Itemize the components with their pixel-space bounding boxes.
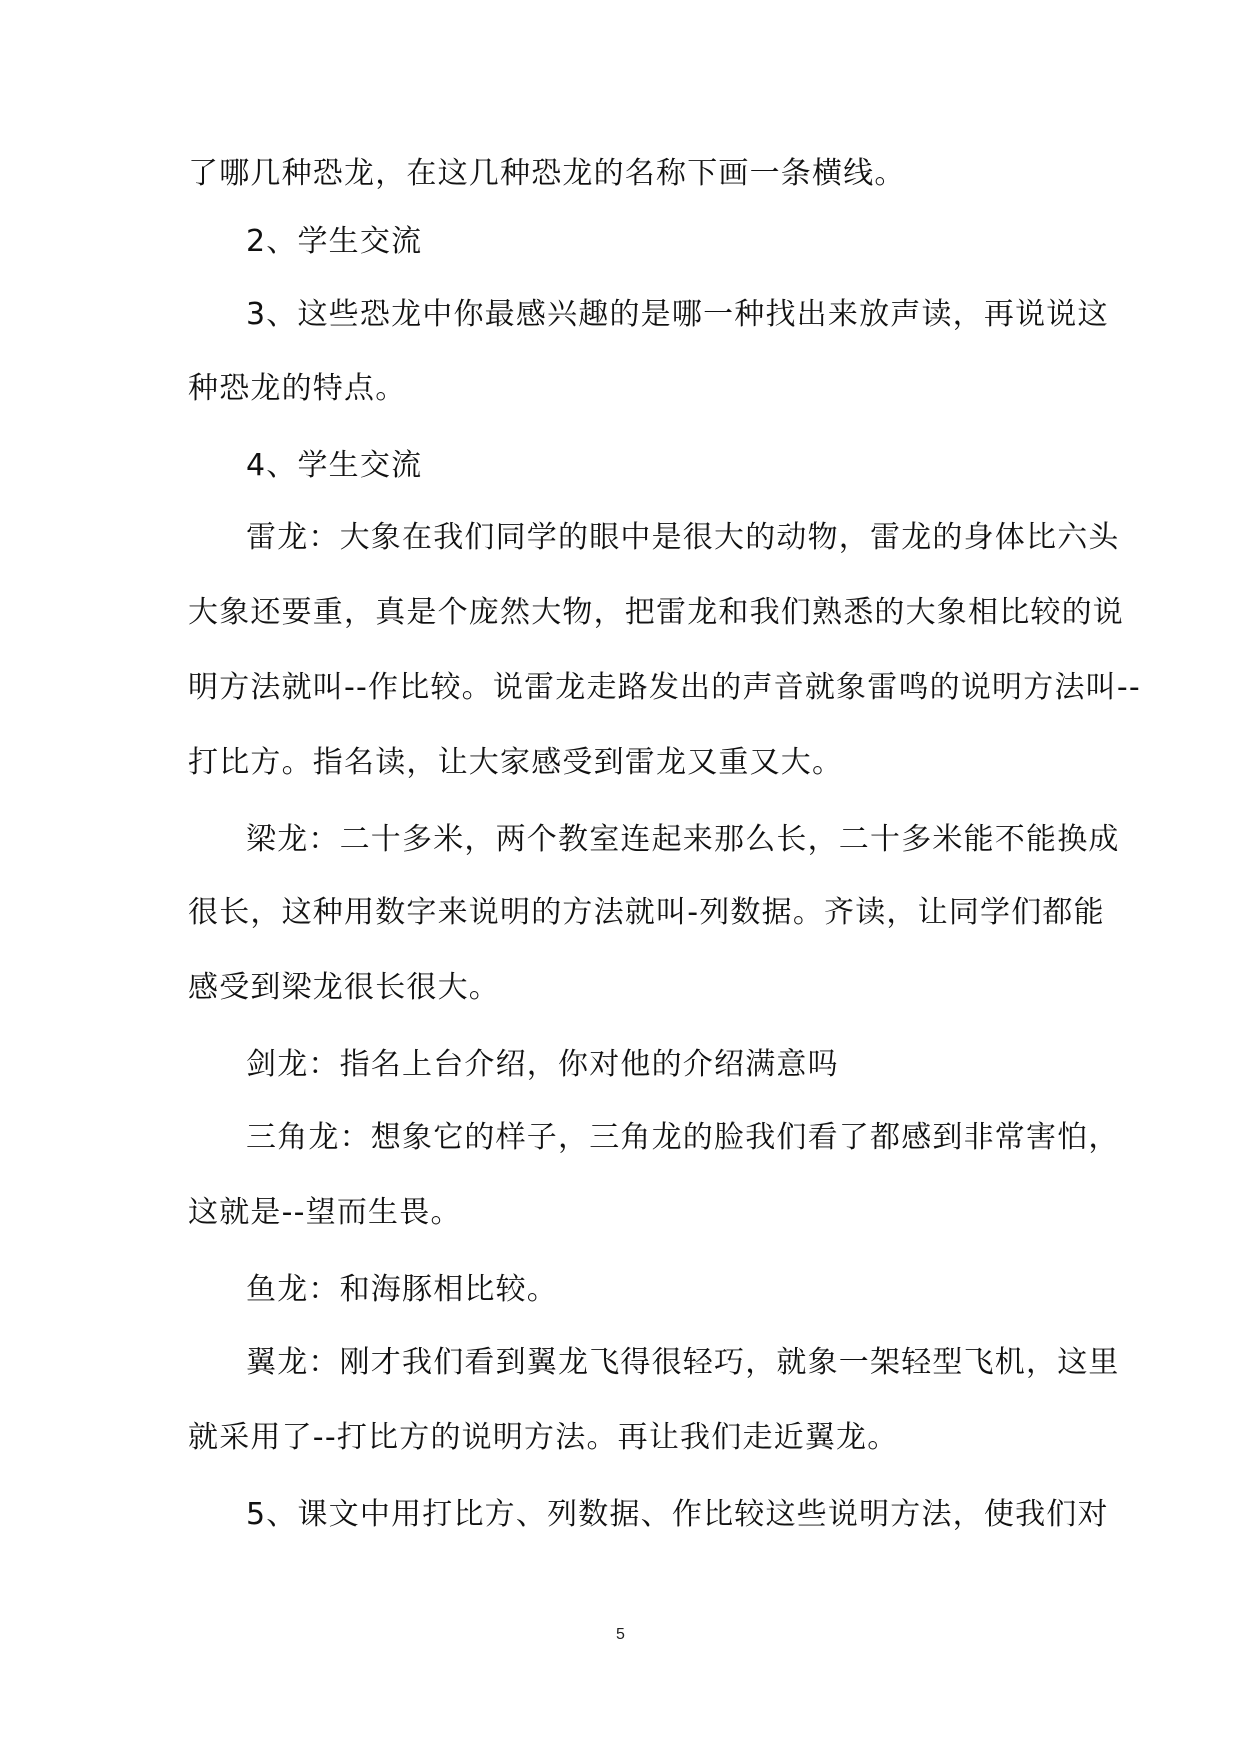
text-line-13: 剑龙：指名上台介绍，你对他的介绍满意吗 (246, 1047, 839, 1082)
text-line-6: 雷龙：大象在我们同学的眼中是很大的动物，雷龙的身体比六头 (246, 520, 1120, 555)
page-number: 5 (616, 1626, 625, 1643)
text-line-12: 感受到梁龙很长很大。 (188, 970, 500, 1005)
text-line-7: 大象还要重，真是个庞然大物，把雷龙和我们熟悉的大象相比较的说 (188, 595, 1124, 630)
text-line-8: 明方法就叫--作比较。说雷龙走路发出的声音就象雷鸣的说明方法叫-- (188, 670, 1141, 705)
text-line-10: 梁龙：二十多米，两个教室连起来那么长，二十多米能不能换成 (246, 822, 1120, 857)
text-line-9: 打比方。指名读，让大家感受到雷龙又重又大。 (188, 745, 844, 780)
text-line-4: 种恐龙的特点。 (188, 371, 407, 406)
text-line-17: 翼龙：刚才我们看到翼龙飞得很轻巧，就象一架轻型飞机，这里 (246, 1345, 1120, 1380)
text-line-1: 了哪几种恐龙，在这几种恐龙的名称下画一条横线。 (188, 156, 906, 191)
text-line-18: 就采用了--打比方的说明方法。再让我们走近翼龙。 (188, 1420, 899, 1455)
text-line-14: 三角龙：想象它的样子，三角龙的脸我们看了都感到非常害怕， (246, 1120, 1120, 1155)
text-line-2: 2、学生交流 (246, 224, 423, 259)
text-line-16: 鱼龙：和海豚相比较。 (246, 1272, 558, 1307)
text-line-15: 这就是--望而生畏。 (188, 1195, 462, 1230)
text-line-3: 3、这些恐龙中你最感兴趣的是哪一种找出来放声读，再说说这 (246, 297, 1109, 332)
text-line-5: 4、学生交流 (246, 448, 423, 483)
text-line-11: 很长，这种用数字来说明的方法就叫-列数据。齐读，让同学们都能 (188, 895, 1105, 930)
text-line-19: 5、课文中用打比方、列数据、作比较这些说明方法，使我们对 (246, 1497, 1109, 1532)
